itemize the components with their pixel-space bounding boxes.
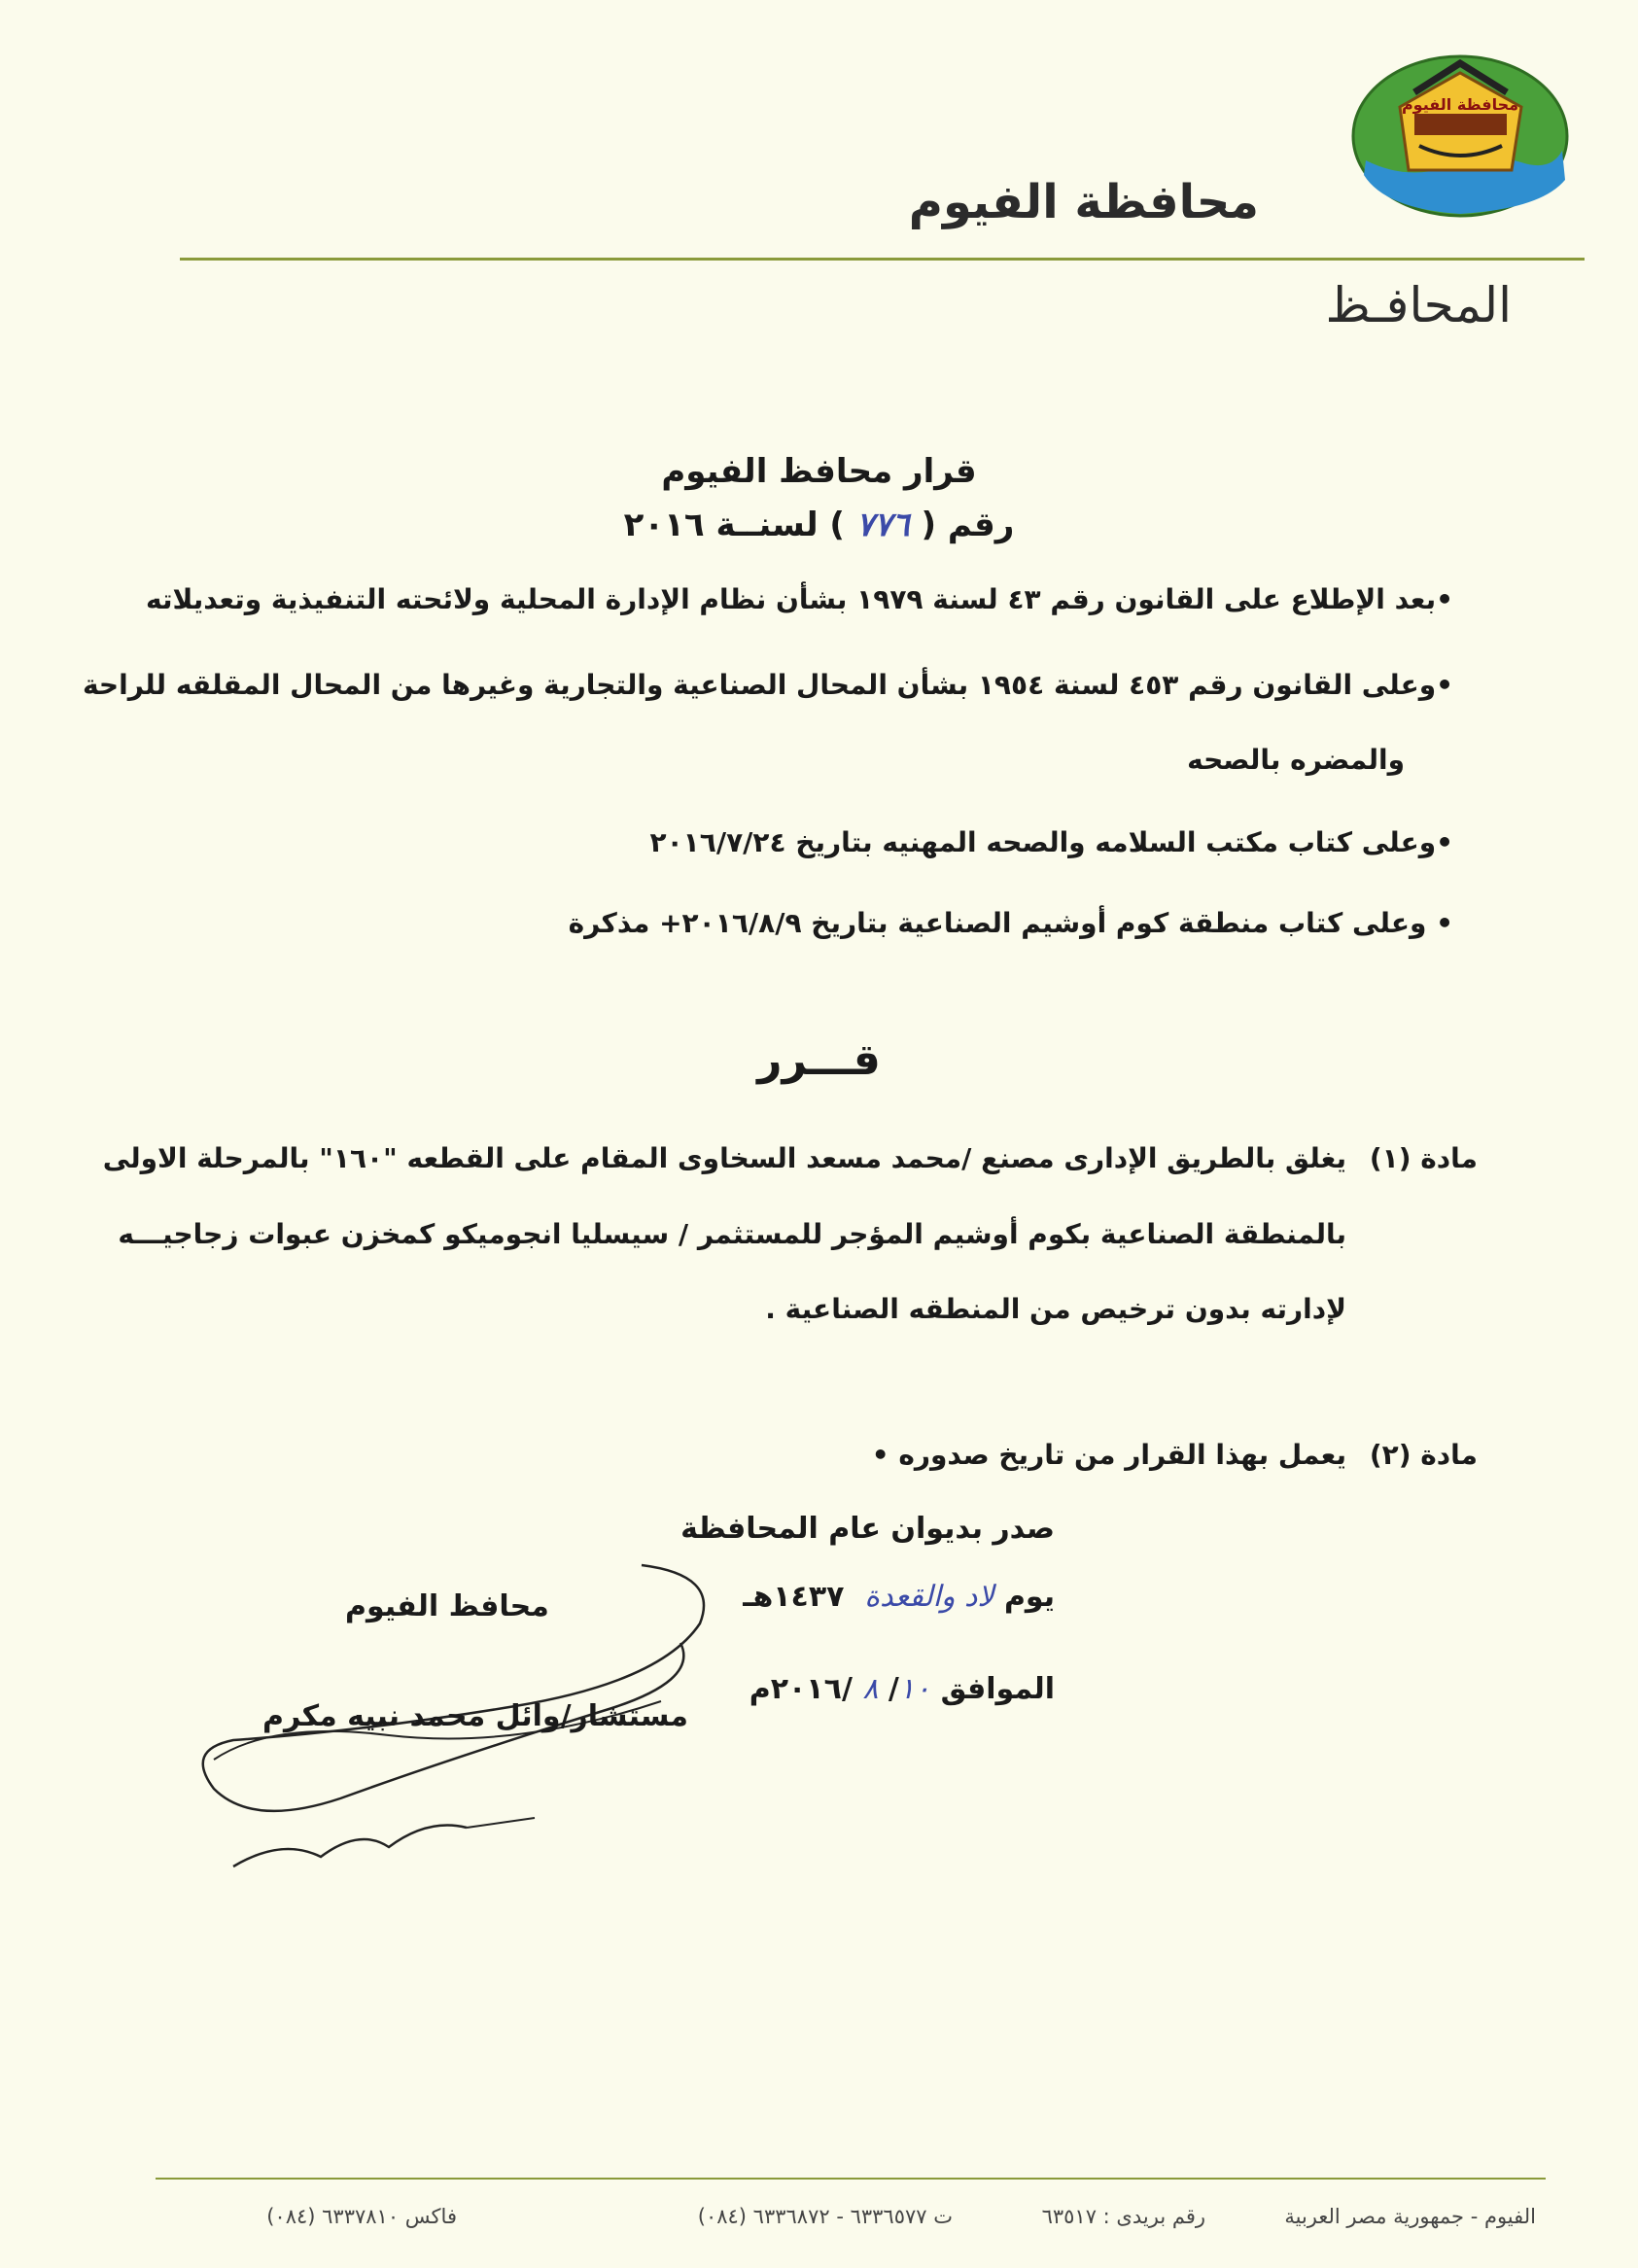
gregorian-year: ٢٠١٦م [749,1672,842,1706]
footer-divider [156,2178,1546,2180]
decree-number-suffix: ) لسنــة ٢٠١٦ [623,506,845,544]
organization-name: محافظة الفيوم [908,175,1259,229]
footer-fax: فاكس ٦٣٣٧٨١٠ (٠٨٤) [266,2205,457,2228]
preamble-item: • وعلى كتاب منطقة كوم أوشيم الصناعية بتاريخ ٢٠١٦/٨/٩+ مذكرة [568,907,1453,939]
fayoum-governorate-emblem-logo [1346,53,1575,219]
office-title: المحافـظ [1325,277,1512,333]
article-2-text: يعمل بهذا القرار من تاريخ صدوره • [871,1439,1346,1471]
hijri-year: ١٤٣٧هـ [743,1580,845,1614]
gregorian-date-line: الموافق ١٠/ ٨ /٢٠١٦م [749,1672,1055,1706]
gregorian-month-handwritten: ٨ [862,1672,879,1706]
footer-phone: ت ٦٣٣٦٥٧٧ - ٦٣٣٦٨٧٢ (٠٨٤) [697,2205,953,2228]
issued-at-line: صدر بديوان عام المحافظة [680,1512,1055,1546]
hijri-day-handwritten: لاد والقعدة [864,1580,994,1614]
decides-heading: قـــرر [757,1035,881,1085]
decree-number-line [0,506,1638,544]
gregorian-label: الموافق [940,1672,1055,1706]
gregorian-day-handwritten: ١٠ [898,1672,931,1706]
hijri-date-line [743,1580,1055,1614]
footer-postal-code: رقم بريدى : ٦٣٥١٧ [1041,2205,1205,2228]
article-1-line: يغلق بالطريق الإدارى مصنع /محمد مسعد السخاوى المقام على القطعه "١٦٠" بالمرحلة الاولى [102,1142,1346,1174]
preamble-item: •وعلى القانون رقم ٤٥٣ لسنة ١٩٥٤ بشأن المحال الصناعية والتجارية وغيرها من المحال المقلقه للراحة [82,669,1453,701]
preamble-item-continuation: والمضره بالصحه [1187,744,1405,776]
preamble-item: •بعد الإطلاع على القانون رقم ٤٣ لسنة ١٩٧٩ بشأن نظام الإدارة المحلية ولائحته التنفيذية وتعديلاته [145,583,1453,615]
article-2-label: مادة (٢) [1369,1439,1478,1471]
signatory-name: مستشار/وائل محمد نبيه مكرم [262,1699,688,1733]
article-1-line: لإدارته بدون ترخيص من المنطقه الصناعية . [765,1293,1346,1325]
day-label: يوم [1003,1580,1055,1614]
emblem-lettering: محافظة الفيوم [1401,95,1519,114]
preamble-item: •وعلى كتاب مكتب السلامه والصحه المهنيه بتاريخ ٢٠١٦/٧/٢٤ [649,826,1453,858]
article-1-label: مادة (١) [1369,1142,1478,1174]
decree-title: قرار محافظ الفيوم [661,452,977,491]
article-1-line: بالمنطقة الصناعية بكوم أوشيم المؤجر للمستثمر / سيسليا انجوميكو كمخزن عبوات زجاجيـــه [118,1218,1346,1250]
signatory-title: محافظ الفيوم [345,1589,549,1623]
decree-number-prefix: رقم ( [921,506,1015,544]
footer-address: الفيوم - جمهورية مصر العربية [1284,2205,1536,2228]
header-divider [180,258,1585,261]
decree-number-handwritten: ٧٧٦ [855,506,910,544]
